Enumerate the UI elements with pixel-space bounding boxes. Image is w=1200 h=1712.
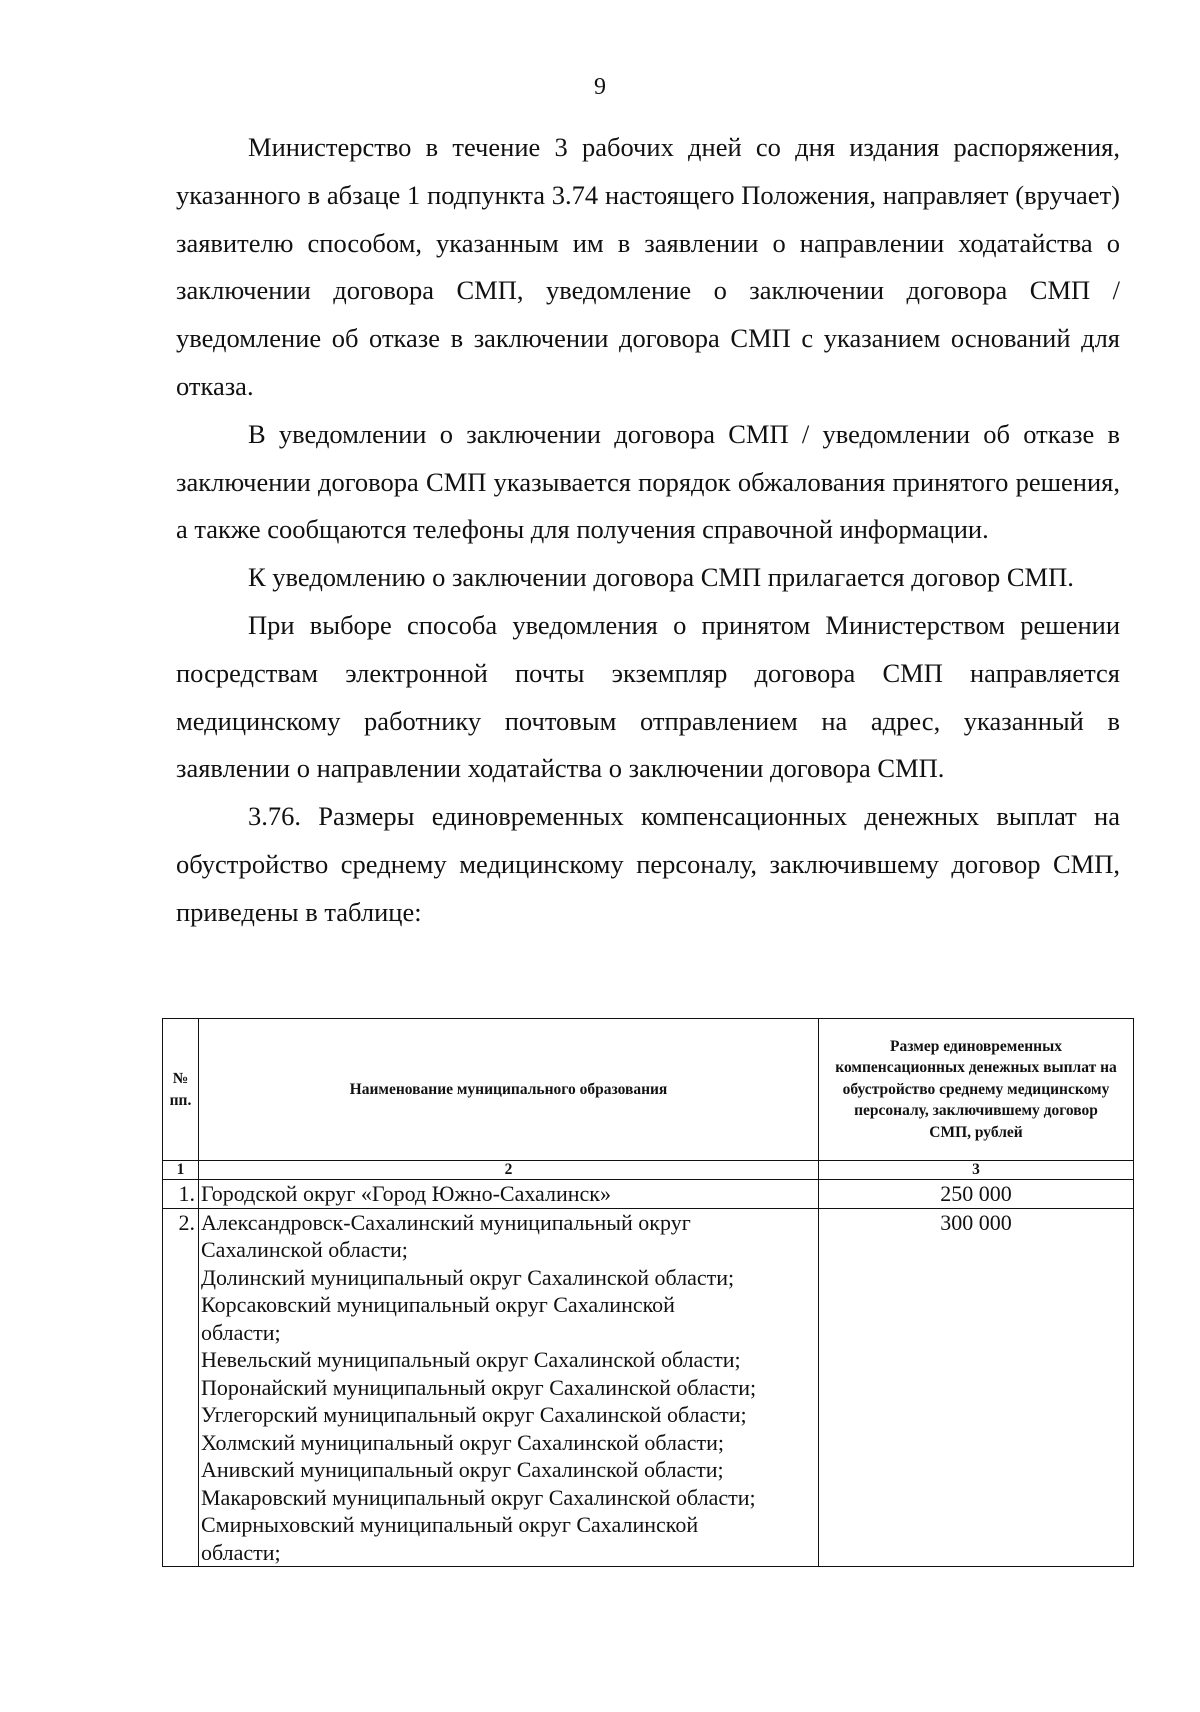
- header-name: Наименование муниципального образования: [199, 1019, 819, 1161]
- municipality-line: области;: [201, 1539, 281, 1565]
- municipality-line: области;: [201, 1319, 281, 1345]
- column-number: 1: [163, 1161, 199, 1180]
- municipality-line: Городской округ «Город Южно-Сахалинск»: [201, 1181, 611, 1206]
- amount-value: 300 000: [819, 1208, 1134, 1567]
- municipality-line: Невельский муниципальный округ Сахалинской области;: [201, 1347, 741, 1372]
- municipality-line: Александровск-Сахалинский муниципальный округ: [201, 1209, 691, 1235]
- paragraph-email: При выборе способа уведомления о принятом Министерством решении посредствам электронной почты экземпляр договора СМП направляется медицинскому работнику почтовым отправлением на адрес, указанный в заявлении о направлении ходатайства о заключении договора СМП.: [176, 609, 1120, 784]
- row-number: 2.: [163, 1208, 199, 1567]
- column-number: 2: [199, 1161, 819, 1180]
- municipality-line: Долинский муниципальный округ Сахалинской области;: [201, 1264, 735, 1290]
- municipality-list: [199, 1208, 819, 1567]
- paragraph-notification: Министерство в течение 3 рабочих дней со дня издания распоряжения, указанного в абзаце 1 подпункта 3.74 настоящего Положения, направляет (вручает) заявителю способом, указанным им в заявлении о направлении ходатайства о заключении договора СМП, уведомление о заключении договора СМП / уведомление об отказе в заключении договора СМП с указанием оснований для отказа.: [176, 132, 1120, 401]
- amount-value: 250 000: [819, 1180, 1134, 1209]
- municipality-line: Анивский муниципальный округ Сахалинской области;: [201, 1457, 724, 1482]
- municipality-line: Макаровский муниципальный округ Сахалинской области;: [201, 1484, 756, 1510]
- page-number: 9: [594, 74, 606, 100]
- table-row: [163, 1208, 1134, 1567]
- paragraph-3-76: 3.76. Размеры единовременных компенсационных денежных выплат на обустройство среднему медицинскому персоналу, заключившему договор СМП, приведены в таблице:: [176, 801, 1120, 927]
- paragraph-appeal: В уведомлении о заключении договора СМП / уведомлении об отказе в заключении договора СМП указывается порядок обжалования принятого решения, а также сообщаются телефоны для получения справочной информации.: [176, 418, 1120, 545]
- body-text: [176, 124, 1120, 937]
- header-amount: Размер единовременных компенсационных денежных выплат на обустройство среднему медицинскому персоналу, заключившему договор СМП, рублей: [819, 1019, 1134, 1161]
- municipality-line: Сахалинской области;: [201, 1237, 408, 1262]
- header-num: № пп.: [163, 1019, 199, 1161]
- paragraph-attachment: К уведомлению о заключении договора СМП прилагается договор СМП.: [248, 562, 1074, 593]
- municipality-line: Смирныховский муниципальный округ Сахалинской: [201, 1512, 699, 1537]
- municipality-line: Поронайский муниципальный округ Сахалинской области;: [201, 1374, 757, 1400]
- municipality-name: [199, 1180, 819, 1209]
- table-header-row: [163, 1019, 1134, 1161]
- column-number: 3: [819, 1161, 1134, 1180]
- column-numbers-row: [163, 1161, 1134, 1180]
- compensation-table: [162, 1018, 1134, 1567]
- row-number: 1.: [163, 1180, 199, 1209]
- table-row: [163, 1180, 1134, 1209]
- municipality-line: Углегорский муниципальный округ Сахалинской области;: [201, 1402, 747, 1427]
- municipality-line: Холмский муниципальный округ Сахалинской области;: [201, 1429, 725, 1455]
- municipality-line: Корсаковский муниципальный округ Сахалинской: [201, 1292, 675, 1317]
